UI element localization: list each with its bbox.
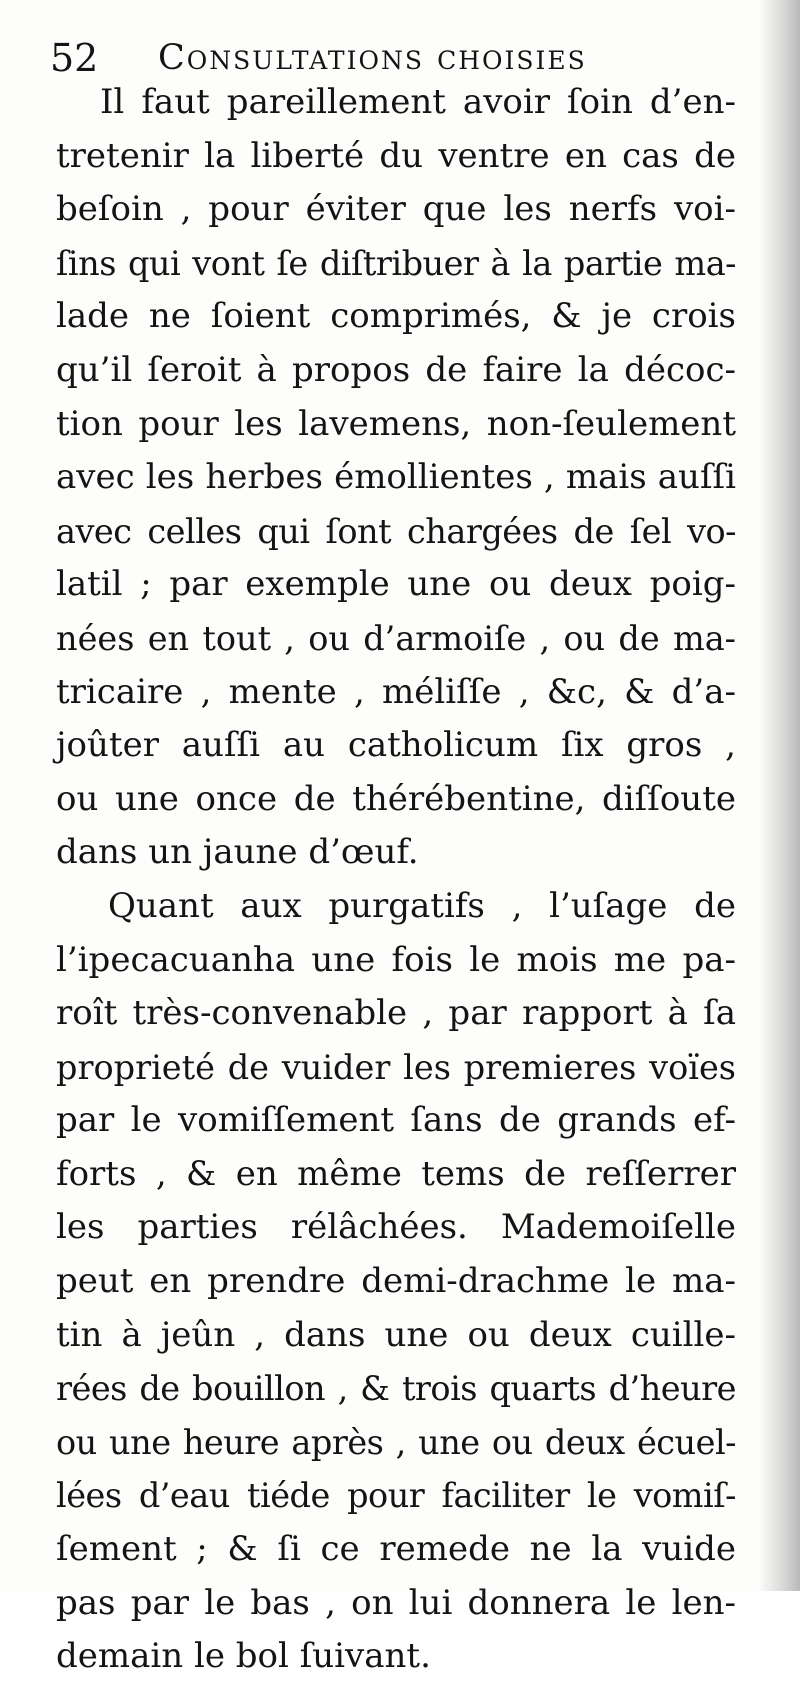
text-line: par le vomiſſement ſans de grands ef-: [56, 1100, 736, 1141]
running-title: Consultations choisies: [158, 38, 587, 78]
text-line: nées en tout , ou d’armoiſe , ou de ma-: [56, 618, 736, 658]
text-line: ou une once de thérébentine, diſſoute: [56, 778, 736, 819]
text-line: les parties rélâchées. Mademoiſelle: [56, 1207, 736, 1248]
text-line: qu’il ſeroit à propos de faire la décoc-: [56, 349, 736, 390]
text-line: avec les herbes émollientes , mais auſſi: [56, 457, 736, 498]
text-line: l’ipecacuanha une fois le mois me pa-: [56, 939, 736, 980]
text-line: Quant aux purgatifs , l’uſage de: [108, 885, 736, 926]
text-line: lade ne ſoient comprimés, & je crois: [56, 296, 736, 337]
text-line: forts , & en même tems de reſſerrer: [56, 1153, 736, 1194]
text-line: peut en prendre demi-drachme le ma-: [56, 1261, 736, 1302]
text-line: dans un jaune d’œuf.: [56, 832, 419, 873]
text-line: lées d’eau tiéde pour faciliter le vomiſ-: [56, 1476, 736, 1516]
text-line: pas par le bas , on lui donnera le len-: [56, 1582, 736, 1623]
text-line: Il faut pareillement avoir ſoin d’en-: [100, 82, 736, 122]
text-line: beſoin , pour éviter que les nerfs voi-: [56, 189, 736, 230]
text-line: demain le bol ſuivant.: [56, 1636, 431, 1677]
page-number: 52: [50, 36, 99, 80]
text-line: proprieté de vuider les premieres voïes: [56, 1047, 736, 1087]
text-line: joûter auſſi au catholicum ſix gros ,: [56, 725, 736, 766]
body-text: [56, 76, 736, 1684]
text-line: tion pour les lavemens, non-ſeulement: [56, 403, 736, 444]
paragraph: [56, 880, 736, 1684]
text-line: ſins qui vont ſe diſtribuer à la partie ma-: [56, 243, 736, 283]
text-line: ou une heure après , une ou deux écuel-: [56, 1422, 736, 1462]
paragraph: [56, 76, 736, 880]
text-line: tin à jeûn , dans une ou deux cuille-: [56, 1314, 736, 1355]
text-line: roît très-convenable , par rapport à ſa: [56, 993, 736, 1034]
text-line: tretenir la liberté du ventre en cas de: [56, 135, 736, 176]
text-line: tricaire , mente , méliſſe , &c, & d’a-: [56, 671, 736, 712]
text-line: rées de bouillon , & trois quarts d’heure: [56, 1369, 736, 1409]
text-line: latil ; par exemple une ou deux poig-: [56, 564, 736, 605]
text-line: ſement ; & ſi ce remede ne la vuide: [56, 1529, 736, 1570]
text-line: avec celles qui ſont chargées de ſel vo-: [56, 511, 736, 551]
page-edge-shadow: [758, 0, 800, 1591]
